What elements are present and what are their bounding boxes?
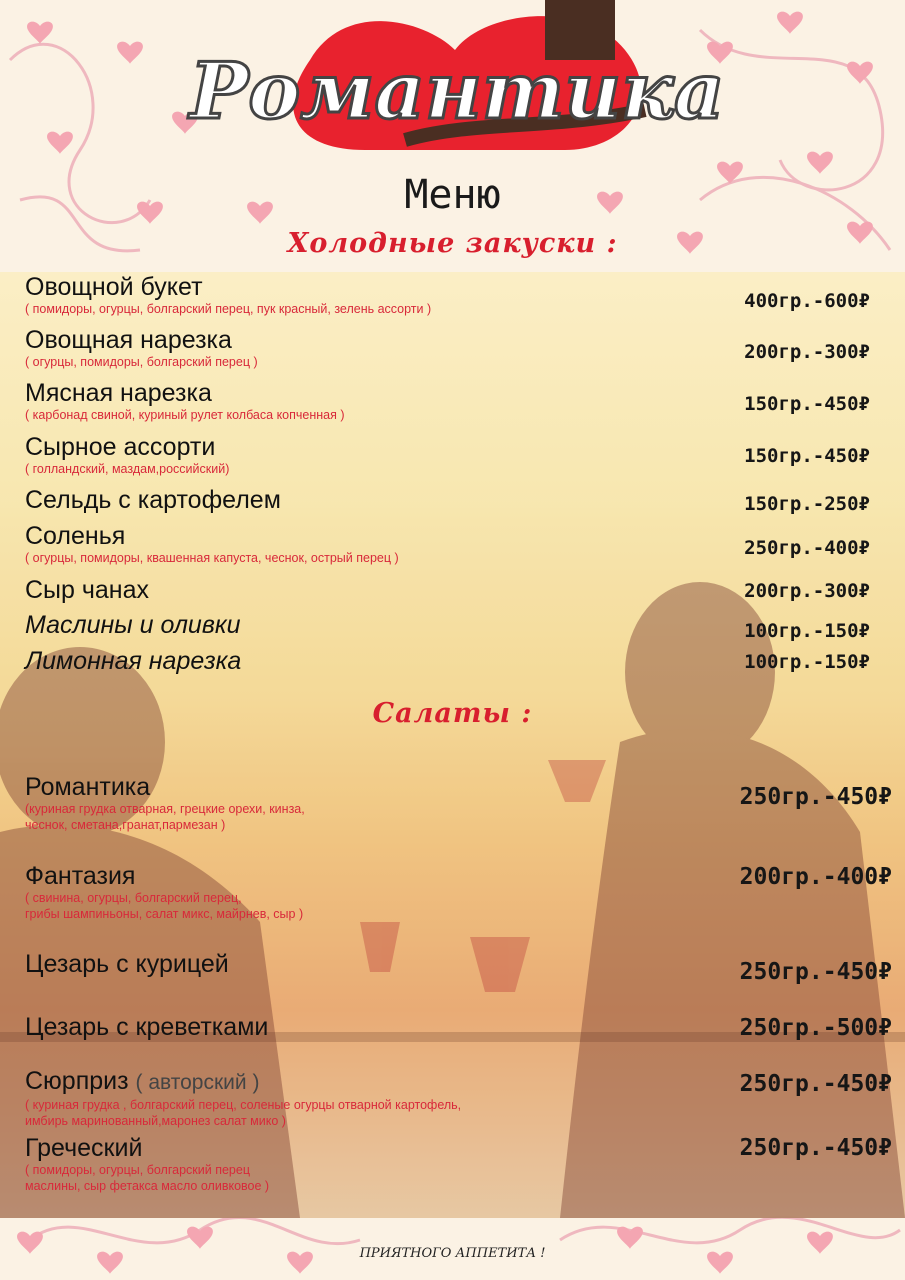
item-description: (куриная грудка отварная, грецкие орехи, кинза, (25, 802, 305, 816)
item-name: Маслины и оливки (25, 611, 241, 639)
item-price: 150гр.-450₽ (744, 445, 870, 467)
svg-text:Романтика: Романтика (189, 46, 725, 137)
item-description-line2: маслины, сыр фетакса масло оливковое ) (25, 1179, 270, 1193)
item-name: Сюрприз (25, 1067, 129, 1095)
item-name: Сырное ассорти (25, 433, 216, 461)
item-price: 250гр.-450₽ (739, 784, 892, 810)
item-price: 100гр.-150₽ (744, 651, 870, 673)
item-name: Лимонная нарезка (25, 647, 242, 675)
item-description: ( огурцы, помидоры, квашенная капуста, чеснок, острый перец ) (25, 551, 399, 565)
item-name: Сельдь с картофелем (25, 486, 281, 514)
item-name: Романтика (25, 773, 151, 801)
item-description: ( голландский, маздам,российский) (25, 462, 230, 476)
item-price: 150гр.-250₽ (744, 493, 870, 515)
item-name: Мясная нарезка (25, 379, 212, 407)
item-name: Цезарь с креветками (25, 1013, 269, 1041)
item-name-extra: ( авторский ) (135, 1071, 260, 1094)
item-name: Цезарь с курицей (25, 950, 229, 978)
item-price: 250гр.-450₽ (739, 1135, 892, 1161)
item-name: Овощной букет (25, 273, 203, 301)
item-price: 200гр.-300₽ (744, 341, 870, 363)
item-description: ( карбонад свиной, куриный рулет колбаса копченная ) (25, 408, 345, 422)
item-description-line2: грибы шампиньоны, салат микс, майрнев, сыр ) (25, 907, 304, 921)
item-description-line2: чеснок, сметана,гранат,пармезан ) (25, 818, 226, 832)
item-description: ( огурцы, помидоры, болгарский перец ) (25, 355, 258, 369)
item-price: 250гр.-450₽ (739, 959, 892, 985)
item-name: Соленья (25, 522, 126, 550)
salads-heading: Салаты : (372, 698, 533, 729)
item-description: ( помидоры, огурцы, болгарский перец (25, 1163, 250, 1177)
footer-text: ПРИЯТНОГО АППЕТИТА ! (359, 1246, 546, 1261)
item-description: ( куриная грудка , болгарский перец, соленые огурцы отварной картофель, (25, 1098, 462, 1112)
cold-appetizers-heading: Холодные закуски : (287, 228, 618, 259)
item-price: 250гр.-400₽ (744, 537, 870, 559)
item-name: Греческий (25, 1134, 143, 1162)
item-price: 250гр.-500₽ (739, 1015, 892, 1041)
item-price: 100гр.-150₽ (744, 620, 870, 642)
item-name: Сыр чанах (25, 576, 150, 604)
item-name: Фантазия (25, 862, 136, 890)
item-price: 200гр.-400₽ (739, 864, 892, 890)
item-price: 200гр.-300₽ (744, 580, 870, 602)
item-name: Овощная нарезка (25, 326, 232, 354)
item-price: 150гр.-450₽ (744, 393, 870, 415)
romantika-logo (189, 0, 725, 160)
item-price: 250гр.-450₽ (739, 1071, 892, 1097)
item-price: 400гр.-600₽ (744, 290, 870, 312)
item-description-line2: имбирь маринованный,маронез салат мико ) (25, 1114, 286, 1128)
item-description: ( свинина, огурцы, болгарский перец, (25, 891, 242, 905)
item-description: ( помидоры, огурцы, болгарский перец, пук красный, зелень ассорти ) (25, 302, 432, 316)
menu-title: Меню (404, 172, 501, 218)
